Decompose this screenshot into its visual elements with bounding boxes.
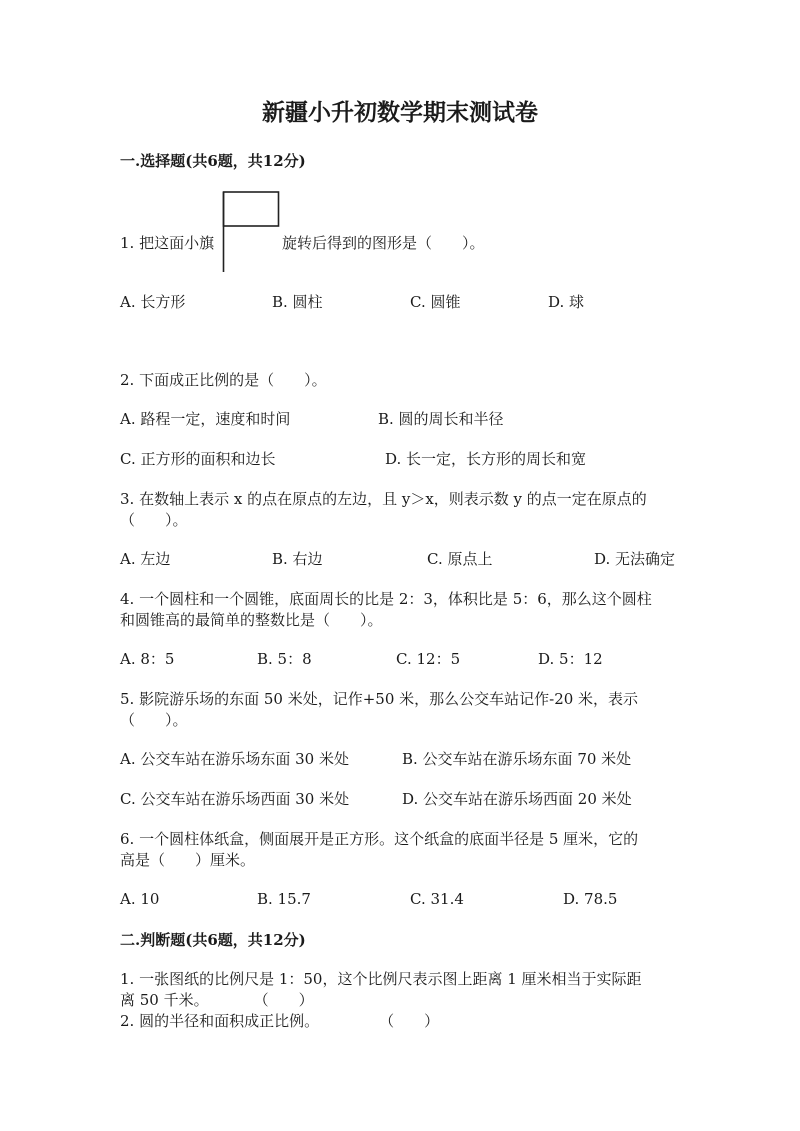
q1-option-a: A. 长方形 (120, 293, 186, 311)
section-heading-choice: 一.选择题(共6题，共12分) (120, 152, 306, 170)
question-2-text: 2. 下面成正比例的是（ ）。 (120, 371, 327, 389)
q5-option-a: A. 公交车站在游乐场东面 30 米处 (120, 750, 349, 768)
q2-option-d: D. 长一定，长方形的周长和宽 (385, 450, 587, 468)
q2-option-a: A. 路程一定，速度和时间 (120, 410, 291, 428)
q3-option-a: A. 左边 (120, 550, 171, 568)
question-4-line-1: 4. 一个圆柱和一个圆锥，底面周长的比是 2：3，体积比是 5：6，那么这个圆柱 (120, 590, 652, 608)
q2-option-c: C. 正方形的面积和边长 (120, 450, 276, 468)
question-1-text-a: 1. 把这面小旗 (120, 234, 215, 252)
question-3-line-1: 3. 在数轴上表示 x 的点在原点的左边，且 y＞x，则表示数 y 的点一定在原点的 (120, 490, 647, 508)
q3-option-d: D. 无法确定 (594, 550, 676, 568)
q5-option-d: D. 公交车站在游乐场西面 20 米处 (402, 790, 632, 808)
question-3-line-2: （ ）。 (120, 511, 188, 529)
q4-option-d: D. 5：12 (538, 650, 603, 668)
question-5-line-2: （ ）。 (120, 711, 188, 729)
q1-option-d: D. 球 (548, 293, 585, 311)
q4-option-a: A. 8：5 (120, 650, 175, 668)
q6-option-a: A. 10 (120, 890, 160, 908)
question-6-line-2: 高是（ ）厘米。 (120, 851, 256, 869)
q4-option-b: B. 5：8 (257, 650, 312, 668)
q5-option-c: C. 公交车站在游乐场西面 30 米处 (120, 790, 350, 808)
q6-option-b: B. 15.7 (257, 890, 311, 908)
q6-option-c: C. 31.4 (410, 890, 464, 908)
q2-option-b: B. 圆的周长和半径 (378, 410, 504, 428)
q6-option-d: D. 78.5 (563, 890, 618, 908)
judgement-1-line-1: 1. 一张图纸的比例尺是 1：50，这个比例尺表示图上距离 1 厘米相当于实际距 (120, 970, 642, 988)
q1-option-c: C. 圆锥 (410, 293, 461, 311)
judgement-1-line-2: 离 50 千米。 （ ） (120, 991, 314, 1009)
page-title: 新疆小升初数学期末测试卷 (262, 99, 538, 126)
q3-option-c: C. 原点上 (427, 550, 493, 568)
q3-option-b: B. 右边 (272, 550, 323, 568)
question-6-line-1: 6. 一个圆柱体纸盒，侧面展开是正方形。这个纸盒的底面半径是 5 厘米，它的 (120, 830, 639, 848)
q4-option-c: C. 12：5 (396, 650, 461, 668)
question-4-line-2: 和圆锥高的最简单的整数比是（ ）。 (120, 611, 383, 629)
judgement-2-text: 2. 圆的半径和面积成正比例。 （ ） (120, 1012, 440, 1030)
q5-option-b: B. 公交车站在游乐场东面 70 米处 (402, 750, 632, 768)
flag-icon (222, 191, 282, 273)
section-heading-judgement: 二.判断题(共6题，共12分) (120, 931, 306, 949)
question-1-text-b: 旋转后得到的图形是（ ）。 (282, 234, 485, 252)
q1-option-b: B. 圆柱 (272, 293, 323, 311)
question-5-line-1: 5. 影院游乐场的东面 50 米处，记作+50 米，那么公交车站记作-20 米，表示 (120, 690, 639, 708)
